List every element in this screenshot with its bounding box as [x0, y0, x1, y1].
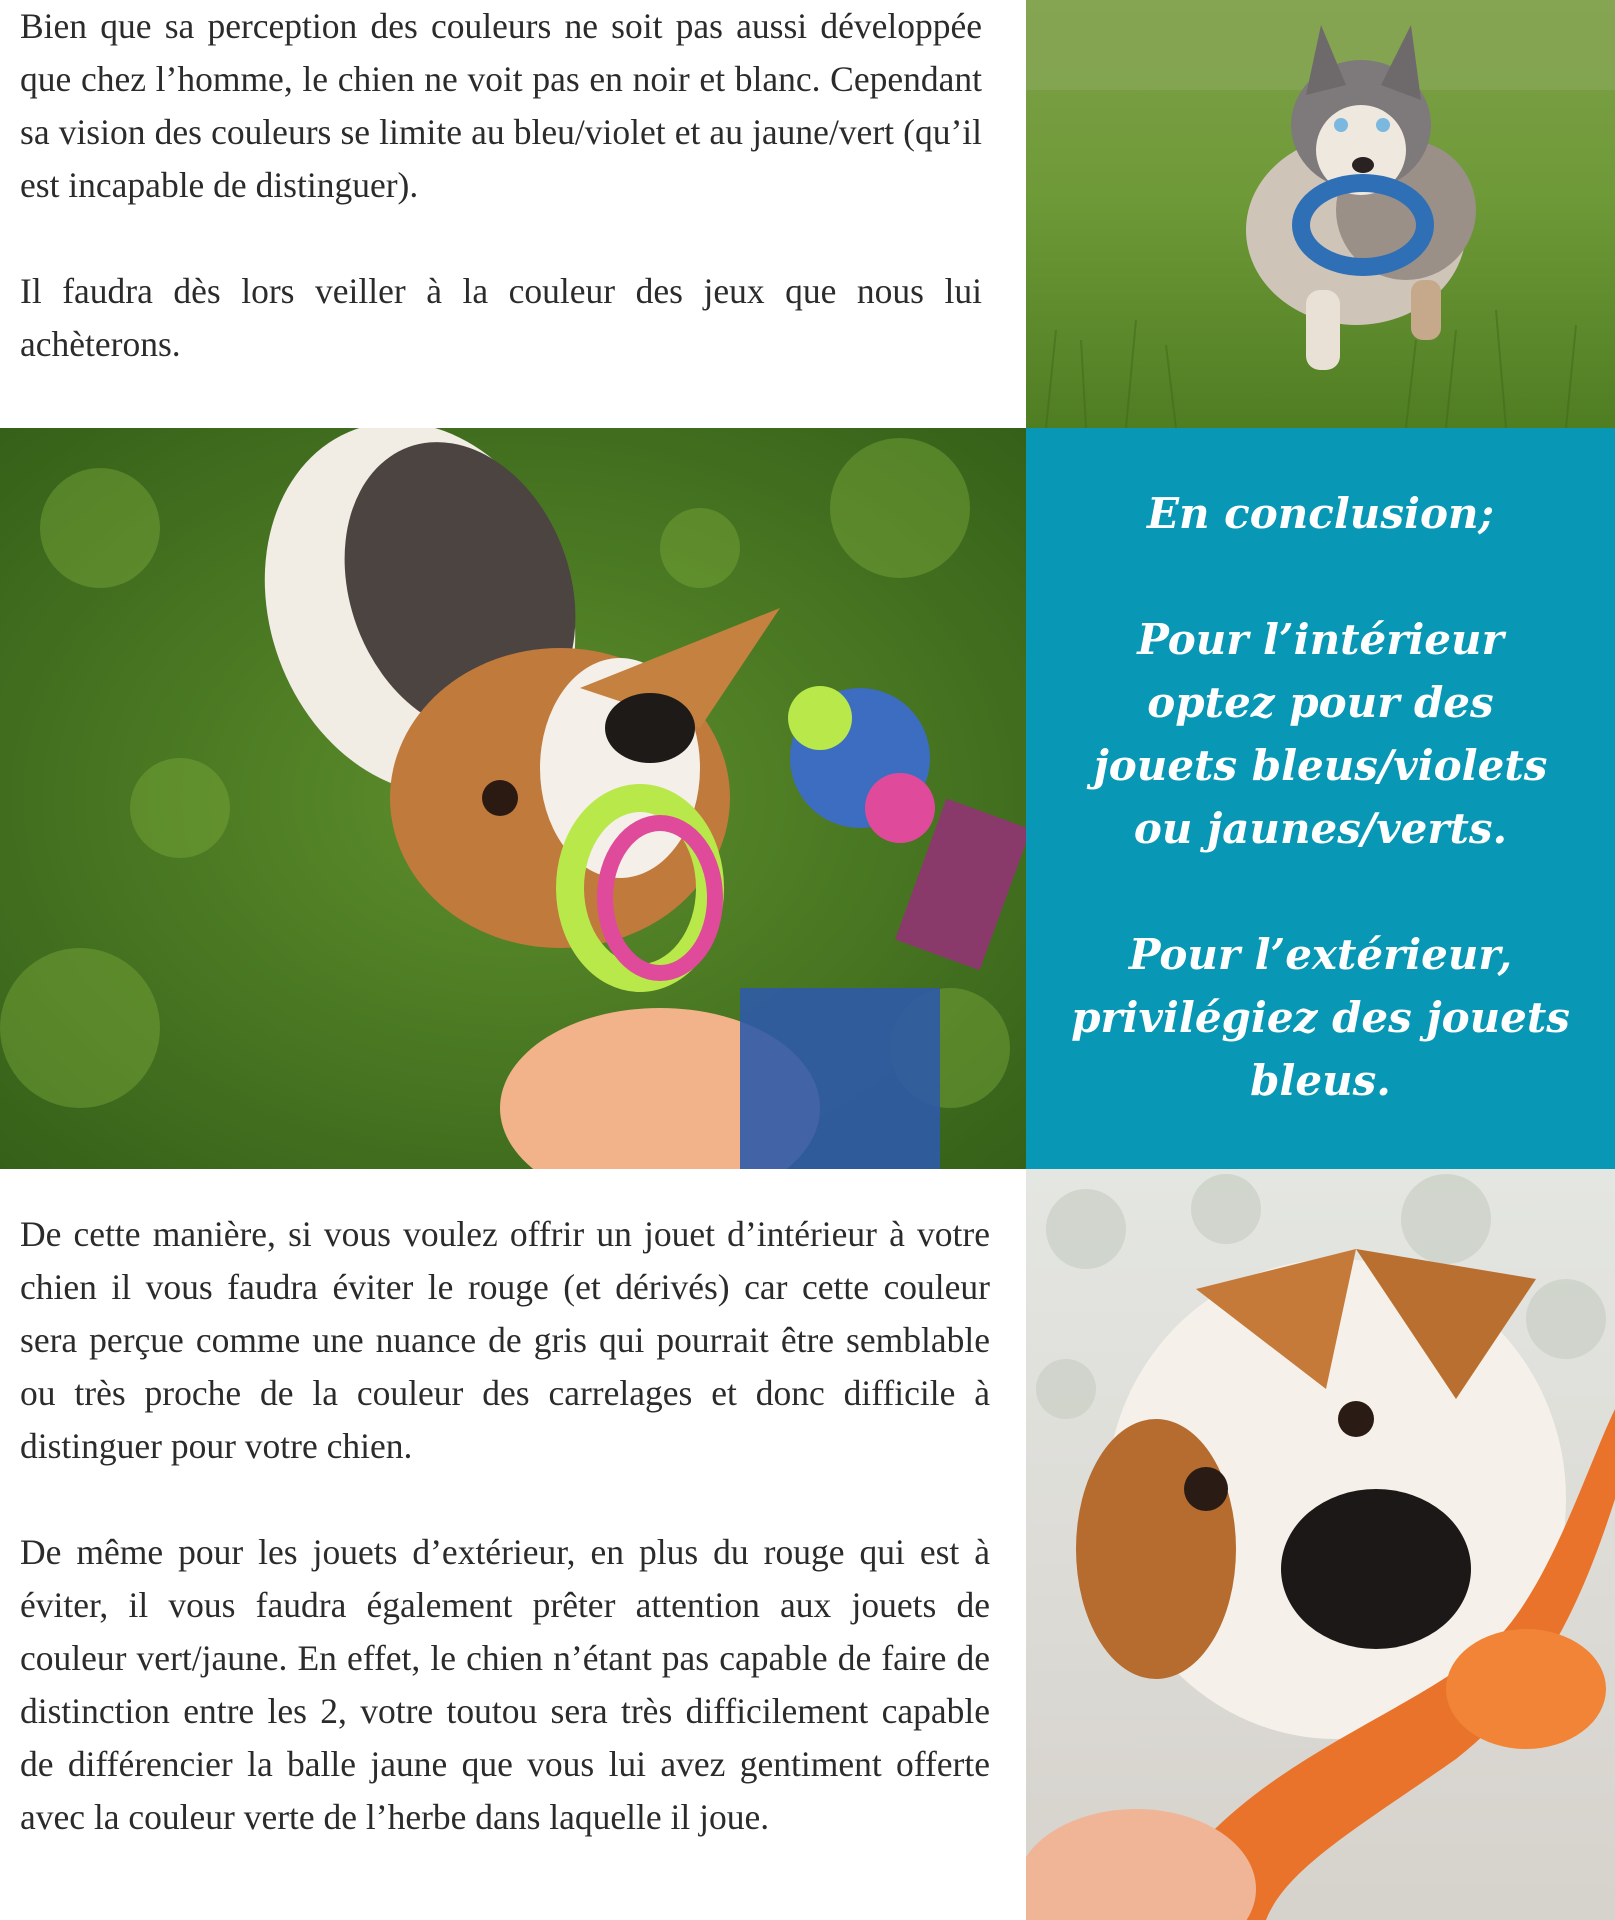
aussie-dog-photo [1026, 0, 1615, 428]
intro-text-block [0, 0, 1026, 428]
conclusion-outdoor: Pour l’extérieur, privilégiez des jouets bleus. [1071, 930, 1570, 1105]
terrier-dog-illustration [1026, 1169, 1615, 1920]
aussie-dog-illustration [1026, 0, 1615, 428]
details-paragraph-1: De cette manière, si vous voulez offrir un jouet d’intérieur à votre chien il vous faudra éviter le rouge (et dérivés) car cette couleur sera perçue comme une nuance de gris qui pourrait être semblable ou très proche de la couleur des carrelages et donc difficile à distinguer pour votre chien. [20, 1214, 990, 1466]
details-text-block [0, 1169, 1026, 1920]
conclusion-indoor: Pour l’intérieur optez pour des jouets bleus/violets ou jaunes/verts. [1093, 615, 1548, 853]
beagle-dog-illustration [0, 428, 1026, 1169]
conclusion-box [1026, 428, 1615, 1169]
conclusion-heading: En conclusion; [1146, 489, 1494, 538]
intro-paragraph-1: Bien que sa perception des couleurs ne soit pas aussi développée que chez l’homme, le chien ne voit pas en noir et blanc. Cependant sa vision des couleurs se limite au bleu/violet et au jaune/vert (qu’il est incapable de distinguer). [20, 6, 982, 205]
beagle-dog-photo [0, 428, 1026, 1169]
intro-paragraph-2: Il faudra dès lors veiller à la couleur des jeux que nous lui achèterons. [20, 271, 982, 364]
details-paragraph-2: De même pour les jouets d’extérieur, en plus du rouge qui est à éviter, il vous faudra également prêter attention aux jouets de couleur vert/jaune. En effet, le chien n’étant pas capable de faire de distinction entre les 2, votre toutou sera très difficilement capable de différencier la balle jaune que vous lui avez gentiment offerte avec la couleur verte de l’herbe dans laquelle il joue. [20, 1532, 990, 1837]
terrier-dog-photo [1026, 1169, 1615, 1920]
conclusion-text [1071, 482, 1571, 1112]
